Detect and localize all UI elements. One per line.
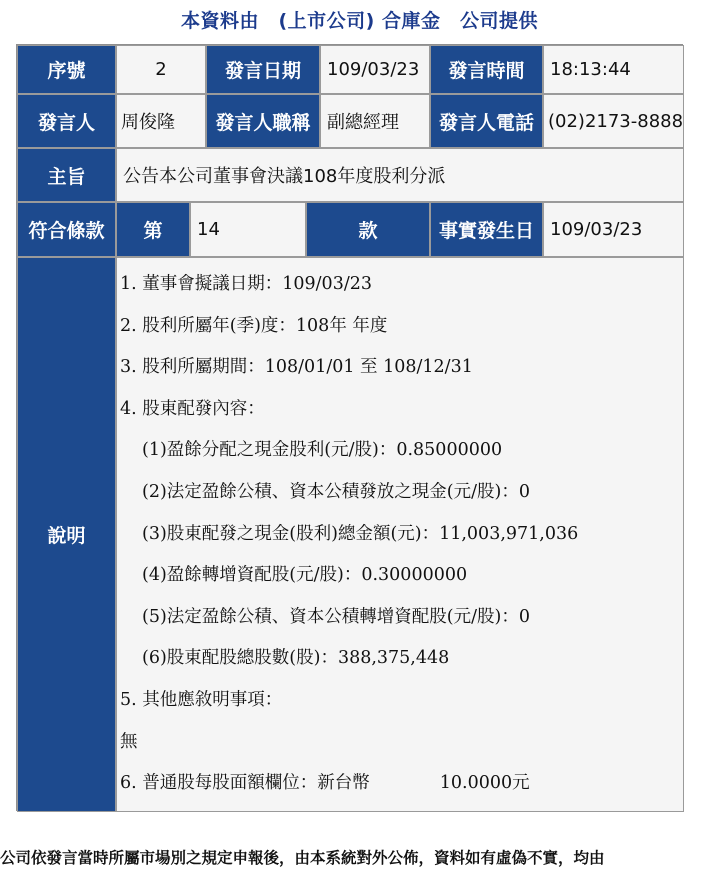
- time-value: 18:13:44: [543, 45, 684, 94]
- date-value: 109/03/23: [320, 45, 430, 94]
- description-line: (1)盈餘分配之現金股利(元/股)：0.85000000: [142, 440, 503, 461]
- page-title: 本資料由 (上市公司) 合庫金 公司提供: [181, 10, 538, 32]
- clause-label: 符合條款: [17, 202, 116, 257]
- speaker-title-value: 副總經理: [320, 94, 430, 148]
- clause-suffix: 款: [306, 202, 430, 257]
- fact-date-value: 109/03/23: [543, 202, 684, 257]
- clause-number: 14: [190, 202, 306, 257]
- description-line: 3. 股利所屬期間：108/01/01 至 108/12/31: [120, 357, 473, 378]
- seq-label: 序號: [17, 45, 116, 94]
- description-line: (3)股東配發之現金(股利)總金額(元)：11,003,971,036: [142, 523, 579, 544]
- description-line: 1. 董事會擬議日期：109/03/23: [120, 274, 372, 294]
- date-label: 發言日期: [206, 45, 320, 94]
- speaker-label: 發言人: [17, 94, 116, 148]
- subject-value: 公告本公司董事會決議108年度股利分派: [116, 148, 684, 202]
- seq-value: 2: [116, 45, 206, 94]
- announcement-table: [16, 44, 683, 811]
- speaker-value: 周俊隆: [116, 94, 206, 148]
- description-label: 說明: [17, 257, 116, 812]
- phone-label: 發言人電話: [430, 94, 543, 148]
- description-line: (2)法定盈餘公積、資本公積發放之現金(元/股)：0: [142, 481, 530, 502]
- description-line: 5. 其他應敘明事項：: [120, 689, 283, 710]
- description-line: 6. 普通股每股面額欄位：新台幣 10.0000元: [120, 773, 530, 794]
- description-line: (4)盈餘轉增資配股(元/股)：0.30000000: [142, 565, 468, 586]
- clause-prefix: 第: [116, 202, 190, 257]
- description-body: [116, 257, 684, 812]
- footer-disclaimer: 公司依發言當時所屬市場別之規定申報後，由本系統對外公佈，資料如有虛偽不實，均由: [0, 849, 605, 867]
- phone-value: (02)2173-8888: [543, 94, 684, 148]
- description-line: 2. 股利所屬年(季)度：108年 年度: [120, 315, 388, 336]
- description-line: (6)股東配股總股數(股)：388,375,448: [142, 648, 450, 669]
- time-label: 發言時間: [430, 45, 543, 94]
- speaker-title-label: 發言人職稱: [206, 94, 320, 148]
- fact-date-label: 事實發生日: [430, 202, 543, 257]
- subject-label: 主旨: [17, 148, 116, 202]
- description-line: (5)法定盈餘公積、資本公積轉增資配股(元/股)：0: [142, 606, 530, 627]
- description-line: 無: [120, 731, 138, 752]
- description-line: 4. 股東配發內容：: [120, 398, 265, 419]
